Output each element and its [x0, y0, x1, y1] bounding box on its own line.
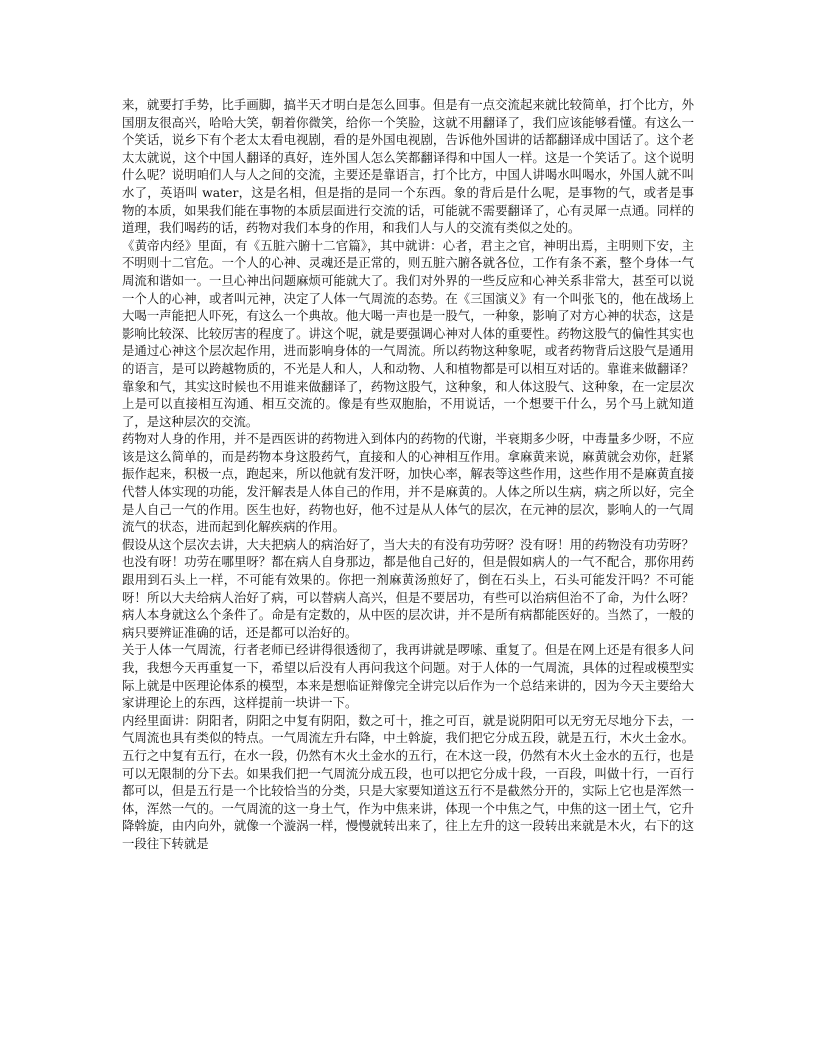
- paragraph-4: 假设从这个层次去讲，大夫把病人的病治好了，当大夫的有没有功劳呀？没有呀！用的药物没有功劳呀？也没有呀！功劳在哪里呀？都在病人自身那边，都是他自己好的，但是假如病人的一气不配合，那你用药跟用到石头上一样，不可能有效果的。你把一剂麻黄汤煎好了，倒在石头上，石头可能发汗吗？不可能呀！所以大夫给病人治好了病，可以替病人高兴，但是不要居功，有些可以治病但治不了命，为什么呀？病人本身就这么个条件了。命是有定数的，从中医的层次讲，并不是所有病都能医好的。当然了，一般的病只要辨证准确的话，还是都可以治好的。: [122, 536, 694, 640]
- paragraph-6: 内经里面讲：阴阳者，阴阳之中复有阴阳，数之可十，推之可百，就是说阴阳可以无穷无尽地分下去，一气周流也具有类似的特点。一气周流左升右降，中土斡旋，我们把它分成五段，就是五行，木火土金水。五行之中复有五行，在水一段，仍然有木火土金水的五行，在木这一段，仍然有木火土金水的五行，也是可以无限制的分下去。如果我们把一气周流分成五段，也可以把它分成十段，一百段，叫做十行，一百行都可以，但是五行是一个比较恰当的分类，只是大家要知道这五行不是截然分开的，实际上它也是浑然一体，浑然一气的。一气周流的这一身土气，作为中焦来讲，体现一个中焦之气，中焦的这一团土气，它升降斡旋，由内向外，就像一个漩涡一样，慢慢就转出来了，往上左升的这一段转出来就是木火，右下的这一段往下转就是: [122, 712, 694, 851]
- paragraph-3: 药物对人身的作用，并不是西医讲的药物进入到体内的药物的代谢，半衰期多少呀，中毒量多少呀，不应该是这么简单的，而是药物本身这股药气，直接和人的心神相互作用。拿麻黄来说，麻黄就会劝你，赶紧振作起来，积极一点，跑起来，所以他就有发汗呀，加快心率，解表等这些作用，这些作用不是麻黄直接代替人体实现的功能，发汗解表是人体自己的作用，并不是麻黄的。人体之所以生病，病之所以好，完全是人自己一气的作用。医生也好，药物也好，他不过是从人体气的层次，在元神的层次，影响人的一气周流气的状态，进而起到化解疾病的作用。: [122, 431, 694, 535]
- body-text: [122, 96, 694, 853]
- paragraph-5: 关于人体一气周流，行者老师已经讲得很透彻了，我再讲就是啰嗦、重复了。但是在网上还是有很多人问我，我想今天再重复一下，希望以后没有人再问我这个问题。对于人体的一气周流，具体的过程或模型实际上就是中医理论体系的模型，本来是想临证辩像完全讲完以后作为一个总结来讲的，因为今天主要给大家讲理论上的东西，这样提前一块讲一下。: [122, 642, 694, 711]
- paragraph-1: 来，就要打手势，比手画脚，搞半天才明白是怎么回事。但是有一点交流起来就比较简单，打个比方，外国朋友很高兴，哈哈大笑，朝着你微笑，给你一个笑脸，这就不用翻译了，我们应该能够看懂。有这么一个笑话，说乡下有个老太太看电视剧，看的是外国电视剧，告诉他外国讲的话都翻译成中国话了。这个老太太就说，这个中国人翻译的真好，连外国人怎么笑都翻译得和中国人一样。这是一个笑话了。这个说明什么呢？说明咱们人与人之间的交流，主要还是靠语言，打个比方，中国人讲喝水叫喝水，外国人就不叫水了，英语叫 water，这是名相，但是指的是同一个东西。象的背后是什么呢，是事物的气，或者是事物的本质，如果我们能在事物的本质层面进行交流的话，可能就不需要翻译了，心有灵犀一点通。同样的道理，我们喝药的话，药物对我们本身的作用，和我们人与人的交流有类似之处的。: [122, 97, 694, 236]
- paragraph-2: 《黄帝内经》里面，有《五脏六腑十二官篇》，其中就讲：心者，君主之官，神明出焉，主明则下安，主不明则十二官危。一个人的心神、灵魂还是正常的，则五脏六腑各就各位，工作有条不紊，整个身体一气周流和谐如一。一旦心神出问题麻烦可能就大了。我们对外界的一些反应和心神关系非常大，甚至可以说一个人的心神，或者叫元神，决定了人体一气周流的态势。在《三国演义》有一个叫张飞的，他在战场上大喝一声能把人吓死，有这么一个典故。他大喝一声也是一股气，一种象，影响了对方心神的状态，这是影响比较深、比较厉害的程度了。讲这个呢，就是要强调心神对人体的重要性。药物这股气的偏性其实也是通过心神这个层次起作用，进而影响身体的一气周流。所以药物这种象呢，或者药物背后这股气是通用的语言，是可以跨越物质的，不光是人和人，人和动物、人和植物都是可以相互对话的。靠谁来做翻译？靠象和气，其实这时候也不用谁来做翻译了，药物这股气，这种象，和人体这股气、这种象，在一定层次上是可以直接相互沟通、相互交流的。像是有些双胞胎，不用说话，一个想要干什么，另个马上就知道了，是这种层次的交流。: [122, 237, 694, 429]
